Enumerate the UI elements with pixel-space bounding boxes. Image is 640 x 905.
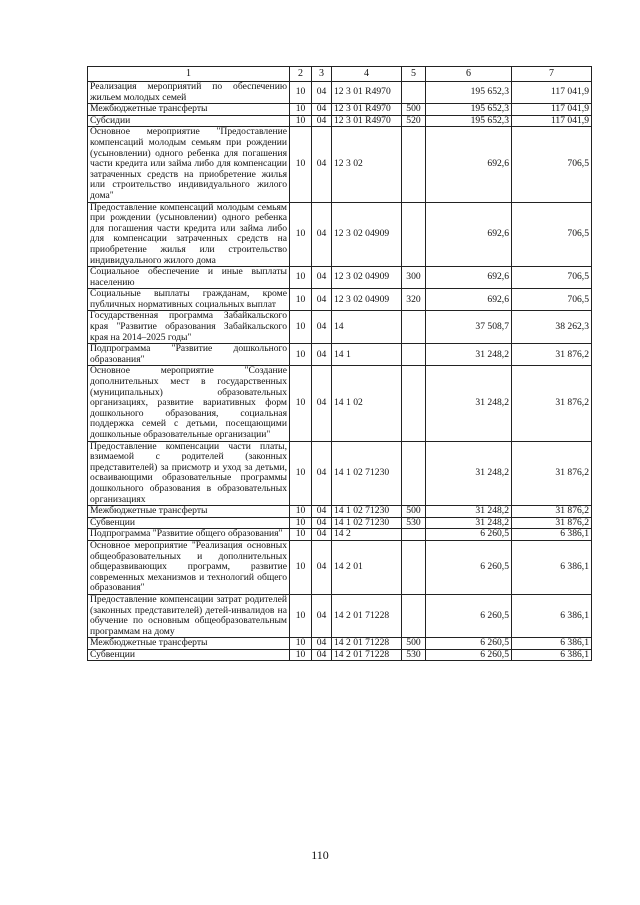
row-amount-2: 6 386,1 (512, 540, 592, 594)
row-target-code: 14 2 01 71228 (332, 594, 402, 637)
row-amount-2: 31 876,2 (512, 517, 592, 529)
row-name: Субвенции (88, 649, 290, 661)
row-subsection: 04 (312, 104, 332, 116)
table-row (88, 529, 592, 541)
row-target-code: 12 3 02 04909 (332, 202, 402, 267)
table-row (88, 289, 592, 311)
row-target-code: 12 3 01 R4970 (332, 82, 402, 104)
row-section: 10 (290, 529, 312, 541)
header-col-2: 2 (290, 67, 312, 82)
row-amount-1: 692,6 (426, 202, 512, 267)
row-expense-type (402, 344, 426, 366)
row-amount-1: 692,6 (426, 289, 512, 311)
row-target-code: 14 1 02 (332, 366, 402, 441)
row-expense-type (402, 202, 426, 267)
row-expense-type: 520 (402, 115, 426, 127)
row-name: Предоставление компенсации затрат родителей (законных представителей) детей-инвалидов на обучение по основным общеобразовательным программам на дому (88, 594, 290, 637)
row-amount-2: 38 262,3 (512, 311, 592, 344)
row-amount-2: 6 386,1 (512, 638, 592, 650)
row-subsection: 04 (312, 638, 332, 650)
row-expense-type (402, 82, 426, 104)
row-amount-1: 6 260,5 (426, 649, 512, 661)
row-target-code: 12 3 01 R4970 (332, 115, 402, 127)
row-subsection: 04 (312, 517, 332, 529)
row-section: 10 (290, 267, 312, 289)
table-row (88, 517, 592, 529)
row-target-code: 14 2 (332, 529, 402, 541)
row-expense-type (402, 441, 426, 506)
row-name: Межбюджетные трансферты (88, 638, 290, 650)
page-number: 110 (311, 848, 329, 862)
row-amount-2: 117 041,9 (512, 82, 592, 104)
row-section: 10 (290, 127, 312, 202)
row-subsection: 04 (312, 506, 332, 518)
table-row (88, 594, 592, 637)
row-expense-type (402, 311, 426, 344)
table-row (88, 82, 592, 104)
row-name: Социальное обеспечение и иные выплаты населению (88, 267, 290, 289)
row-amount-2: 6 386,1 (512, 649, 592, 661)
row-section: 10 (290, 638, 312, 650)
row-expense-type: 320 (402, 289, 426, 311)
row-amount-1: 692,6 (426, 267, 512, 289)
row-name: Межбюджетные трансферты (88, 506, 290, 518)
row-amount-2: 6 386,1 (512, 529, 592, 541)
row-subsection: 04 (312, 289, 332, 311)
row-amount-2: 706,5 (512, 202, 592, 267)
table-row (88, 127, 592, 202)
row-amount-1: 195 652,3 (426, 82, 512, 104)
table-row (88, 202, 592, 267)
header-col-3: 3 (312, 67, 332, 82)
table-row (88, 344, 592, 366)
table-row (88, 506, 592, 518)
header-col-4: 4 (332, 67, 402, 82)
row-section: 10 (290, 202, 312, 267)
row-expense-type: 530 (402, 649, 426, 661)
row-expense-type: 500 (402, 506, 426, 518)
row-name: Реализация мероприятий по обеспечению жильем молодых семей (88, 82, 290, 104)
row-amount-1: 31 248,2 (426, 366, 512, 441)
row-amount-2: 31 876,2 (512, 366, 592, 441)
row-name: Подпрограмма "Развитие общего образования" (88, 529, 290, 541)
row-target-code: 14 1 (332, 344, 402, 366)
row-subsection: 04 (312, 366, 332, 441)
row-amount-1: 6 260,5 (426, 638, 512, 650)
row-amount-1: 37 508,7 (426, 311, 512, 344)
table-row (88, 638, 592, 650)
budget-table (87, 66, 592, 661)
row-section: 10 (290, 289, 312, 311)
row-amount-2: 117 041,9 (512, 104, 592, 116)
row-amount-1: 6 260,5 (426, 540, 512, 594)
table-body (88, 82, 592, 661)
row-expense-type (402, 127, 426, 202)
row-target-code: 12 3 02 04909 (332, 289, 402, 311)
row-amount-2: 31 876,2 (512, 441, 592, 506)
row-amount-1: 31 248,2 (426, 441, 512, 506)
row-expense-type (402, 366, 426, 441)
row-amount-1: 31 248,2 (426, 517, 512, 529)
row-target-code: 14 1 02 71230 (332, 441, 402, 506)
row-section: 10 (290, 540, 312, 594)
document-page (87, 66, 591, 661)
row-amount-2: 117 041,9 (512, 115, 592, 127)
table-row (88, 311, 592, 344)
row-amount-1: 195 652,3 (426, 104, 512, 116)
row-subsection: 04 (312, 82, 332, 104)
row-amount-2: 706,5 (512, 267, 592, 289)
row-subsection: 04 (312, 649, 332, 661)
table-row (88, 649, 592, 661)
row-amount-2: 31 876,2 (512, 344, 592, 366)
row-section: 10 (290, 104, 312, 116)
row-subsection: 04 (312, 441, 332, 506)
row-section: 10 (290, 506, 312, 518)
row-subsection: 04 (312, 344, 332, 366)
table-row (88, 267, 592, 289)
row-subsection: 04 (312, 540, 332, 594)
row-target-code: 12 3 02 04909 (332, 267, 402, 289)
row-section: 10 (290, 517, 312, 529)
row-name: Основное мероприятие "Предоставление компенсаций молодым семьям при рождении (усыновлении) одного ребенка для погашения части кредита или займа либо для компенсации затраченных средств на приобретение жилья или строительство индивидуального жилого дома" (88, 127, 290, 202)
table-row (88, 366, 592, 441)
row-section: 10 (290, 311, 312, 344)
row-amount-1: 6 260,5 (426, 529, 512, 541)
row-amount-1: 31 248,2 (426, 344, 512, 366)
row-target-code: 14 1 02 71230 (332, 517, 402, 529)
row-name: Предоставление компенсации части платы, взимаемой с родителей (законных представителей) за присмотр и уход за детьми, осваивающими образовательные программы дошкольного образования в образовательных организациях (88, 441, 290, 506)
header-col-1: 1 (88, 67, 290, 82)
row-amount-2: 706,5 (512, 127, 592, 202)
row-expense-type: 300 (402, 267, 426, 289)
row-target-code: 14 (332, 311, 402, 344)
row-target-code: 14 2 01 71228 (332, 638, 402, 650)
row-expense-type: 530 (402, 517, 426, 529)
row-amount-1: 6 260,5 (426, 594, 512, 637)
row-subsection: 04 (312, 127, 332, 202)
row-target-code: 14 2 01 71228 (332, 649, 402, 661)
row-subsection: 04 (312, 115, 332, 127)
row-section: 10 (290, 366, 312, 441)
row-expense-type: 500 (402, 638, 426, 650)
row-name: Основное мероприятие "Реализация основных общеобразовательных и дополнительных общеразвивающих программ, развитие современных механизмов и технологий общего образования" (88, 540, 290, 594)
row-subsection: 04 (312, 529, 332, 541)
row-subsection: 04 (312, 311, 332, 344)
row-amount-2: 31 876,2 (512, 506, 592, 518)
row-section: 10 (290, 649, 312, 661)
row-name: Подпрограмма "Развитие дошкольного образования" (88, 344, 290, 366)
row-section: 10 (290, 115, 312, 127)
table-row (88, 104, 592, 116)
row-target-code: 12 3 01 R4970 (332, 104, 402, 116)
row-name: Основное мероприятие "Создание дополнительных мест в государственных (муниципальных) образовательных организациях, развитие вариативных форм дошкольного образования, социальная поддержка семей с детьми, посещающими дошкольные образовательные организации" (88, 366, 290, 441)
row-expense-type: 500 (402, 104, 426, 116)
table-header-row (88, 67, 592, 82)
row-amount-1: 31 248,2 (426, 506, 512, 518)
header-col-5: 5 (402, 67, 426, 82)
row-section: 10 (290, 441, 312, 506)
row-subsection: 04 (312, 594, 332, 637)
row-name: Предоставление компенсаций молодым семьям при рождении (усыновлении) одного ребенка для погашения части кредита или займа либо для компенсации затраченных средств на приобретение жилья или строительство индивидуального жилого дома (88, 202, 290, 267)
row-target-code: 14 2 01 (332, 540, 402, 594)
row-amount-2: 706,5 (512, 289, 592, 311)
row-name: Субсидии (88, 115, 290, 127)
row-section: 10 (290, 82, 312, 104)
header-col-6: 6 (426, 67, 512, 82)
row-subsection: 04 (312, 202, 332, 267)
row-target-code: 12 3 02 (332, 127, 402, 202)
row-target-code: 14 1 02 71230 (332, 506, 402, 518)
table-row (88, 441, 592, 506)
table-row (88, 115, 592, 127)
row-name: Межбюджетные трансферты (88, 104, 290, 116)
row-subsection: 04 (312, 267, 332, 289)
table-row (88, 540, 592, 594)
header-col-7: 7 (512, 67, 592, 82)
row-name: Субвенции (88, 517, 290, 529)
row-amount-1: 195 652,3 (426, 115, 512, 127)
row-expense-type (402, 594, 426, 637)
row-name: Государственная программа Забайкальского края "Развитие образования Забайкальского края на 2014–2025 годы" (88, 311, 290, 344)
row-expense-type (402, 529, 426, 541)
row-name: Социальные выплаты гражданам, кроме публичных нормативных социальных выплат (88, 289, 290, 311)
row-section: 10 (290, 594, 312, 637)
row-section: 10 (290, 344, 312, 366)
row-amount-2: 6 386,1 (512, 594, 592, 637)
row-expense-type (402, 540, 426, 594)
row-amount-1: 692,6 (426, 127, 512, 202)
